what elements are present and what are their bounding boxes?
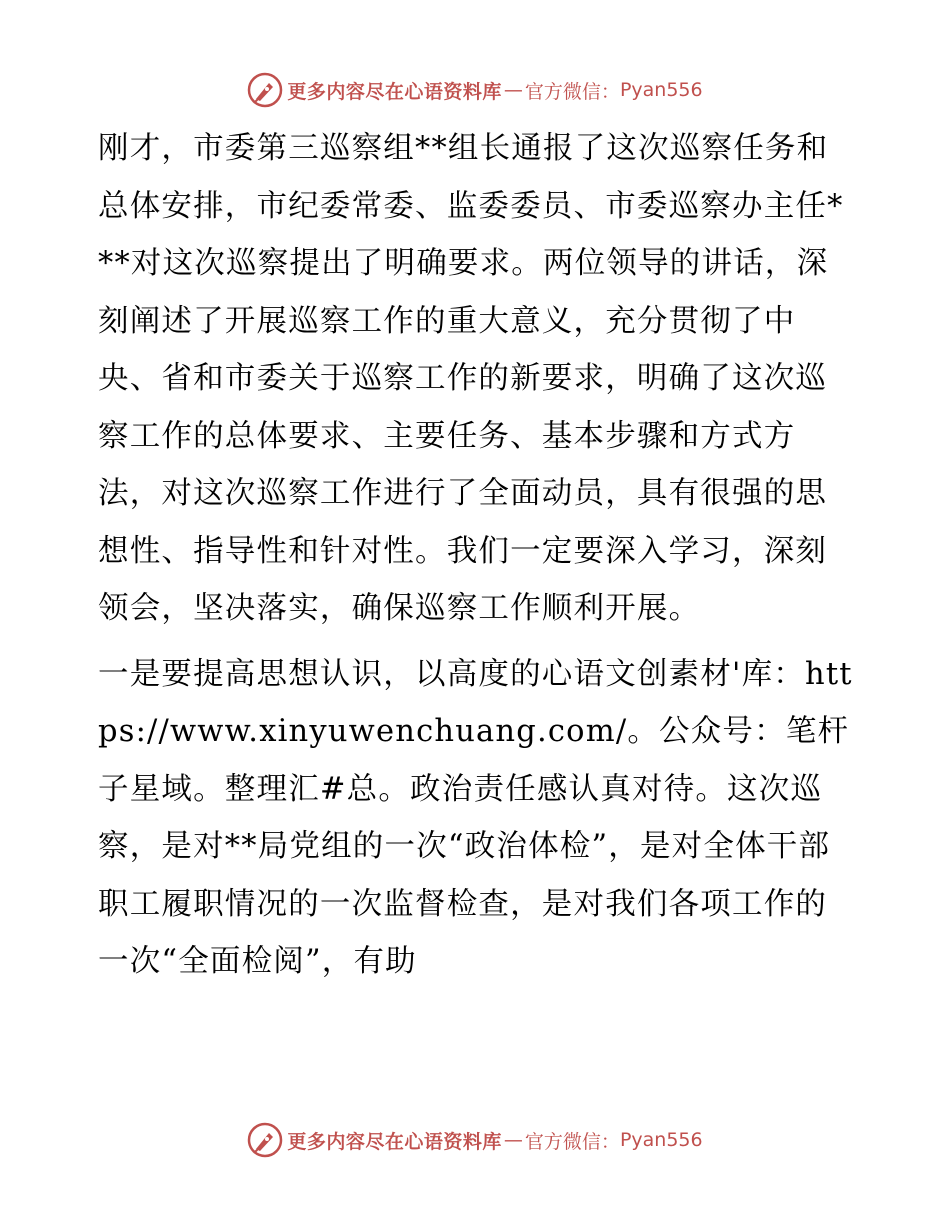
banner-sub-text: 官方微信： xyxy=(524,80,620,103)
banner-wechat-id: Pyan556 xyxy=(619,79,703,101)
pen-nib-logo xyxy=(247,72,283,108)
pen-nib-logo xyxy=(247,1122,283,1158)
banner-sub-text: 官方微信： xyxy=(524,1130,620,1153)
banner-dash: — xyxy=(503,79,523,101)
paragraph-1: 刚才，市委第三巡察组**组长通报了这次巡察任务和总体安排，市纪委常委、监委委员、市委巡察办主任***对这次巡察提出了明确要求。两位领导的讲话，深刻阐述了开展巡察工作的重大意义，充分贯彻了中央、省和市委关于巡察工作的新要求，明确了这次巡察工作的总体要求、主要任务、基本步骤和方式方法，对这次巡察工作进行了全面动员，具有很强的思想性、指导性和针对性。我们一定要深入学习，深刻领会，坚决落实，确保巡察工作顺利开展。 xyxy=(98,131,844,626)
document-body xyxy=(98,120,858,991)
paragraph-2: 一是要提高思想认识，以高度的心语文创素材'库：https://www.xinyuwenchuang.com/。公众号：笔杆子星域。整理汇#总。政治责任感认真对待。这次巡察，是对**局党组的一次“政治体检”，是对全体干部职工履职情况的一次监督检查，是对我们各项工作的一次“全面检阅”，有助 xyxy=(98,656,853,979)
banner-wechat-id: Pyan556 xyxy=(619,1129,703,1151)
banner-main-text: 更多内容尽在心语资料库 xyxy=(287,80,502,103)
banner-dash: — xyxy=(503,1129,523,1151)
header-banner xyxy=(0,70,950,110)
banner-main-text: 更多内容尽在心语资料库 xyxy=(287,1130,502,1153)
footer-banner xyxy=(0,1120,950,1160)
